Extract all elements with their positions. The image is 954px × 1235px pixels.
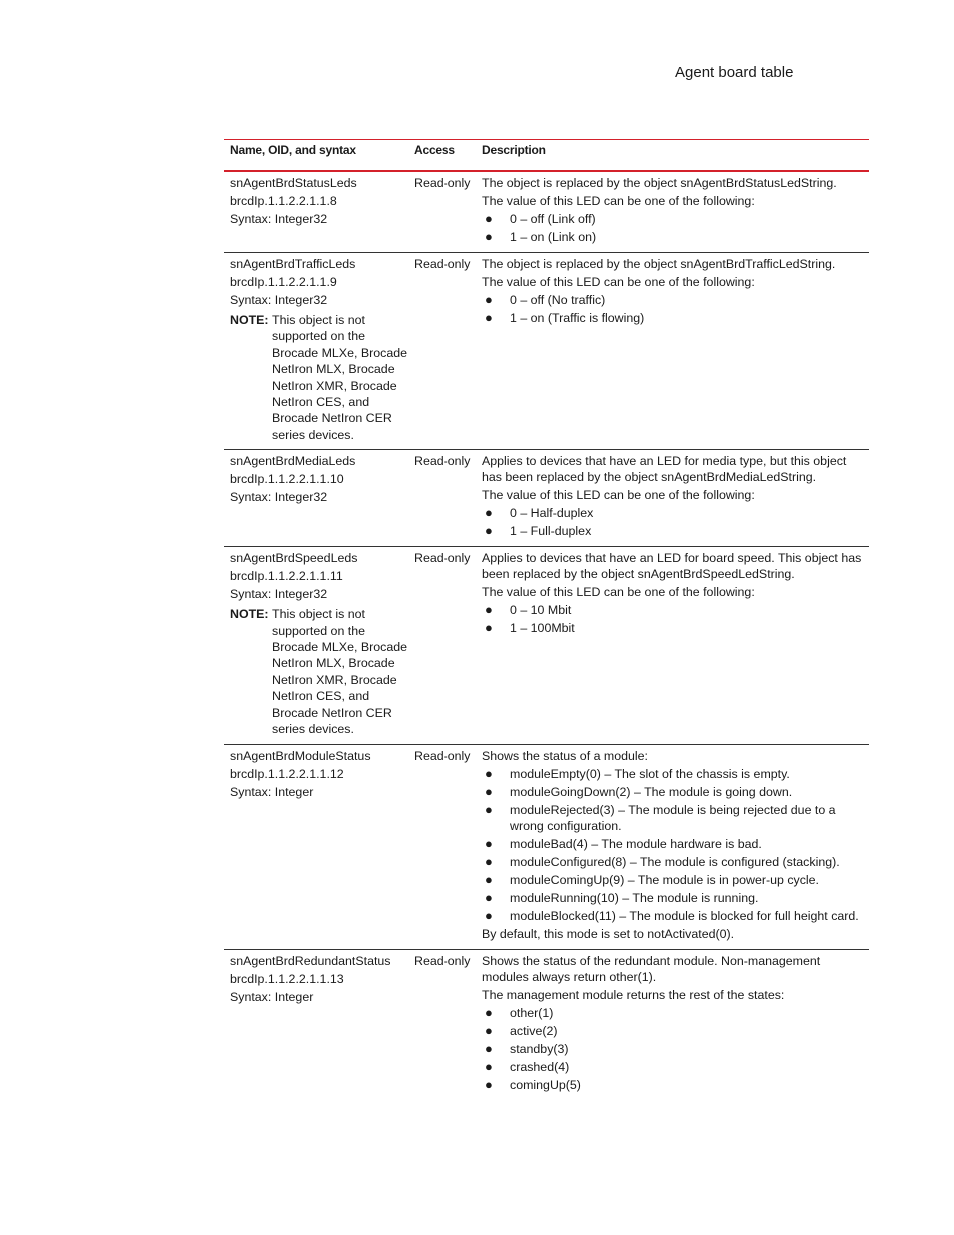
bullet-icon: ● [485, 505, 493, 521]
object-syntax: Syntax: Integer32 [230, 587, 328, 602]
list-item: ● standby(3) [485, 1040, 569, 1056]
object-syntax: Syntax: Integer32 [230, 212, 328, 226]
list-item: ● moduleConfigured(8) – The module is configured (stacking). [485, 853, 840, 869]
access-cell: Read-only [414, 257, 471, 271]
description-cell [482, 549, 869, 737]
note-label: NOTE: [230, 607, 269, 622]
value-list [482, 210, 863, 246]
bullet-icon: ● [485, 871, 493, 887]
bullet-icon: ● [485, 783, 493, 799]
object-name: snAgentBrdStatusLeds [230, 176, 357, 190]
note-text: This object is not supported on the Brocade MLXe, Brocade NetIron MLX, Brocade NetIron XMR, Brocade NetIron CES, and Brocade NetIron CER series devices. [272, 607, 407, 737]
bullet-icon: ● [485, 292, 493, 307]
list-item: ● moduleBad(4) – The module hardware is bad. [485, 835, 762, 851]
description-paragraph: The object is replaced by the object snAgentBrdTrafficLedString. [482, 257, 836, 271]
description-paragraph: Shows the status of the redundant module. Non-management modules always return other(1). [482, 953, 821, 984]
object-oid: brcdIp.1.1.2.2.1.1.13 [230, 971, 344, 986]
list-item: ● crashed(4) [485, 1058, 570, 1074]
bullet-icon: ● [485, 889, 493, 905]
list-item: ● 1 – Full-duplex [485, 523, 592, 539]
name-cell [224, 952, 414, 1094]
description-paragraph: Applies to devices that have an LED for media type, but this object has been replaced by the object snAgentBrdMediaLedString. [482, 454, 847, 485]
list-item: ● comingUp(5) [485, 1076, 581, 1092]
bullet-icon: ● [485, 801, 493, 817]
description-cell [482, 952, 869, 1094]
bullet-icon: ● [485, 1076, 493, 1092]
list-item: ● moduleBlocked(11) – The module is blocked for full height card. [485, 907, 859, 923]
description-cell [482, 747, 869, 943]
bullet-icon: ● [485, 1004, 493, 1020]
object-syntax: Syntax: Integer32 [230, 490, 328, 505]
table-row [224, 450, 869, 547]
list-item: ● moduleGoingDown(2) – The module is going down. [485, 783, 793, 799]
table-row [224, 950, 869, 1100]
object-name: snAgentBrdTrafficLeds [230, 257, 356, 271]
value-list [482, 504, 863, 540]
table-row [224, 253, 869, 450]
bullet-icon: ● [485, 907, 493, 923]
access-cell: Read-only [414, 454, 471, 469]
description-paragraph: The management module returns the rest of the states: [482, 987, 785, 1002]
description-paragraph: The object is replaced by the object snAgentBrdStatusLedString. [482, 176, 837, 190]
bullet-icon: ● [485, 1022, 493, 1038]
name-cell [224, 255, 414, 443]
object-oid: brcdIp.1.1.2.2.1.1.9 [230, 275, 337, 289]
object-oid: brcdIp.1.1.2.2.1.1.12 [230, 766, 344, 781]
bullet-icon: ● [485, 620, 493, 636]
column-header-description: Description [482, 143, 546, 157]
bullet-icon: ● [485, 602, 493, 618]
description-paragraph: Shows the status of a module: [482, 748, 648, 763]
list-item: ● 0 – Half-duplex [485, 505, 594, 521]
list-item: ● moduleRunning(10) – The module is running. [485, 889, 759, 905]
list-item: ● 0 – 10 Mbit [485, 602, 572, 618]
bullet-icon: ● [485, 523, 493, 539]
bullet-icon: ● [485, 310, 493, 325]
value-list [482, 601, 863, 637]
note-block [230, 312, 414, 443]
description-paragraph: The value of this LED can be one of the following: [482, 488, 755, 503]
access-cell: Read-only [414, 551, 471, 566]
bullet-icon: ● [485, 765, 493, 781]
table-header-row [224, 140, 869, 172]
column-header-name: Name, OID, and syntax [230, 143, 356, 157]
description-cell [482, 452, 869, 540]
object-oid: brcdIp.1.1.2.2.1.1.11 [230, 569, 343, 584]
agent-board-table [224, 139, 869, 1100]
note-text: This object is not supported on the Brocade MLXe, Brocade NetIron MLX, Brocade NetIron XMR, Brocade NetIron CES, and Brocade NetIron CER series devices. [272, 313, 407, 442]
access-cell: Read-only [414, 953, 471, 968]
value-list [482, 765, 863, 925]
name-cell [224, 747, 414, 943]
access-cell: Read-only [414, 176, 471, 190]
value-list [482, 1004, 863, 1094]
object-name: snAgentBrdSpeedLeds [230, 551, 358, 566]
description-cell [482, 174, 869, 246]
bullet-icon: ● [485, 853, 493, 869]
object-name: snAgentBrdModuleStatus [230, 748, 371, 763]
object-syntax: Syntax: Integer [230, 784, 314, 799]
list-item: ● moduleRejected(3) – The module is being rejected due to a wrong configuration. [485, 801, 836, 833]
description-paragraph: The value of this LED can be one of the following: [482, 275, 755, 289]
bullet-icon: ● [485, 1058, 493, 1074]
list-item: ● moduleEmpty(0) – The slot of the chassis is empty. [485, 765, 790, 781]
list-item: ● 1 – on (Traffic is flowing) [485, 310, 645, 325]
bullet-icon: ● [485, 835, 493, 851]
object-syntax: Syntax: Integer [230, 989, 314, 1004]
description-paragraph: The value of this LED can be one of the following: [482, 194, 755, 208]
description-footer: By default, this mode is set to notActivated(0). [482, 926, 735, 941]
description-paragraph: Applies to devices that have an LED for board speed. This object has been replaced by the object snAgentBrdSpeedLedString. [482, 551, 862, 582]
description-cell [482, 255, 869, 443]
list-item: ● other(1) [485, 1004, 554, 1020]
table-row [224, 745, 869, 950]
table-row [224, 172, 869, 253]
bullet-icon: ● [485, 1040, 493, 1056]
object-oid: brcdIp.1.1.2.2.1.1.8 [230, 194, 337, 208]
object-name: snAgentBrdRedundantStatus [230, 953, 391, 968]
object-syntax: Syntax: Integer32 [230, 293, 328, 307]
object-name: snAgentBrdMediaLeds [230, 454, 356, 469]
bullet-icon: ● [485, 229, 493, 244]
list-item: ● 1 – on (Link on) [485, 229, 597, 244]
table-row [224, 547, 869, 744]
note-block [230, 606, 414, 737]
page-header-title: Agent board table [675, 64, 794, 81]
bullet-icon: ● [485, 211, 493, 226]
note-label: NOTE: [230, 313, 269, 327]
list-item: ● active(2) [485, 1022, 558, 1038]
object-oid: brcdIp.1.1.2.2.1.1.10 [230, 472, 344, 487]
list-item: ● moduleComingUp(9) – The module is in power-up cycle. [485, 871, 819, 887]
list-item: ● 0 – off (Link off) [485, 211, 596, 226]
name-cell [224, 174, 414, 246]
description-paragraph: The value of this LED can be one of the following: [482, 585, 755, 600]
name-cell [224, 549, 414, 737]
access-cell: Read-only [414, 748, 471, 763]
list-item: ● 1 – 100Mbit [485, 620, 575, 636]
list-item: ● 0 – off (No traffic) [485, 292, 606, 307]
name-cell [224, 452, 414, 540]
value-list [482, 291, 863, 327]
column-header-access: Access [414, 143, 455, 157]
